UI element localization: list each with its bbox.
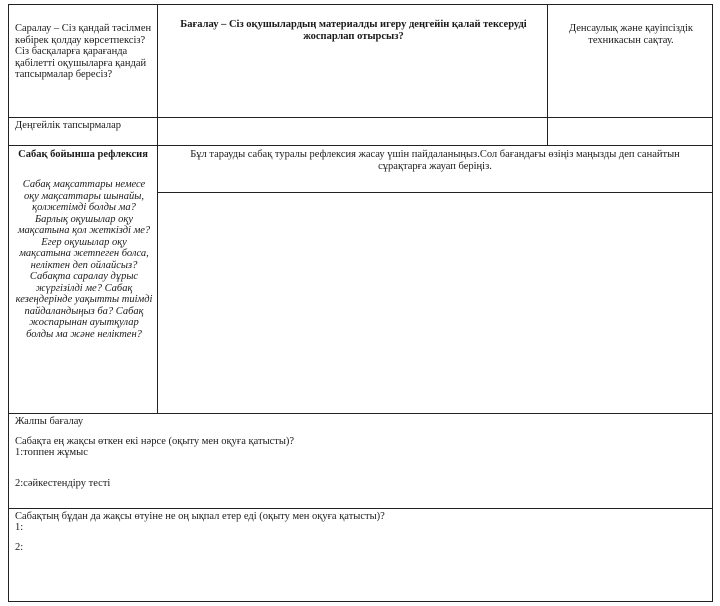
- best-thing-answer-1: 1:топпен жұмыс: [15, 447, 88, 458]
- reflection-heading: Сабақ бойынша рефлексия: [18, 149, 148, 160]
- summary-evaluation-cell: [8, 413, 713, 509]
- improvement-cell: [8, 508, 713, 602]
- assessment-text: Бағалау – Сіз оқушылардың материалды игеру деңгейін қалай тексеруді жоспарлап отырсыз?: [180, 19, 527, 42]
- level-tasks-label: Деңгейлік тапсырмалар: [15, 120, 122, 131]
- reflection-questions: Сабақ мақсаттары немесе оқу мақсаттары шынайы, қолжетімді болды ма? Барлық оқушылар оқу мақсатына қол жеткізді ме? Егер оқушылар оқу мақсатына жетпеген болса, неліктен деп ойлайсыз? Сабақта саралау дұрыс жүргізілді ме? Сабақ кезеңдерінде уақытты тиімді пайдаландыңыз ба? Сабақ жоспарынан ауытқулар болды ма және неліктен?: [15, 179, 153, 340]
- best-thing-answer-2: 2:сәйкестендіру тесті: [15, 478, 111, 489]
- health-safety-cell: [547, 4, 713, 118]
- reflection-instruction: Бұл тарауды сабақ туралы рефлексия жасау үшін пайдаланыңыз.Сол бағандағы өзіңіз маңызды деп санайтын сұрақтарға жауап беріңіз.: [190, 149, 680, 172]
- improvement-blank-1: 1:: [15, 522, 24, 533]
- reflection-instruction-cell: [157, 145, 713, 193]
- level-tasks-cell: [8, 117, 158, 146]
- level-tasks-middle-cell: [157, 117, 548, 146]
- improvement-question: Сабақтың бұдан да жақсы өтуіне не оң ықпал етер еді (оқыту мен оқуға қатысты)?: [15, 511, 385, 522]
- level-tasks-right-cell: [547, 117, 713, 146]
- reflection-answer-area: [157, 192, 713, 414]
- reflection-questions-cell: [8, 145, 158, 414]
- improvement-blank-2: 2:: [15, 542, 24, 553]
- best-things-question: Сабақта ең жақсы өткен екі нәрсе (оқыту мен оқуға қатысты)?: [15, 436, 295, 447]
- differentiation-text: Саралау – Сіз қандай тәсілмен көбірек қолдау көрсетпексіз? Сіз басқаларға қарағанда қабілетті оқушыларға қандай тапсырмалар бересіз?: [15, 23, 152, 80]
- differentiation-cell: [8, 4, 158, 118]
- health-safety-text: Денсаулық және қауіпсіздік техникасын сақтау.: [568, 23, 694, 46]
- summary-title: Жалпы бағалау: [15, 416, 84, 427]
- assessment-cell: [157, 4, 548, 118]
